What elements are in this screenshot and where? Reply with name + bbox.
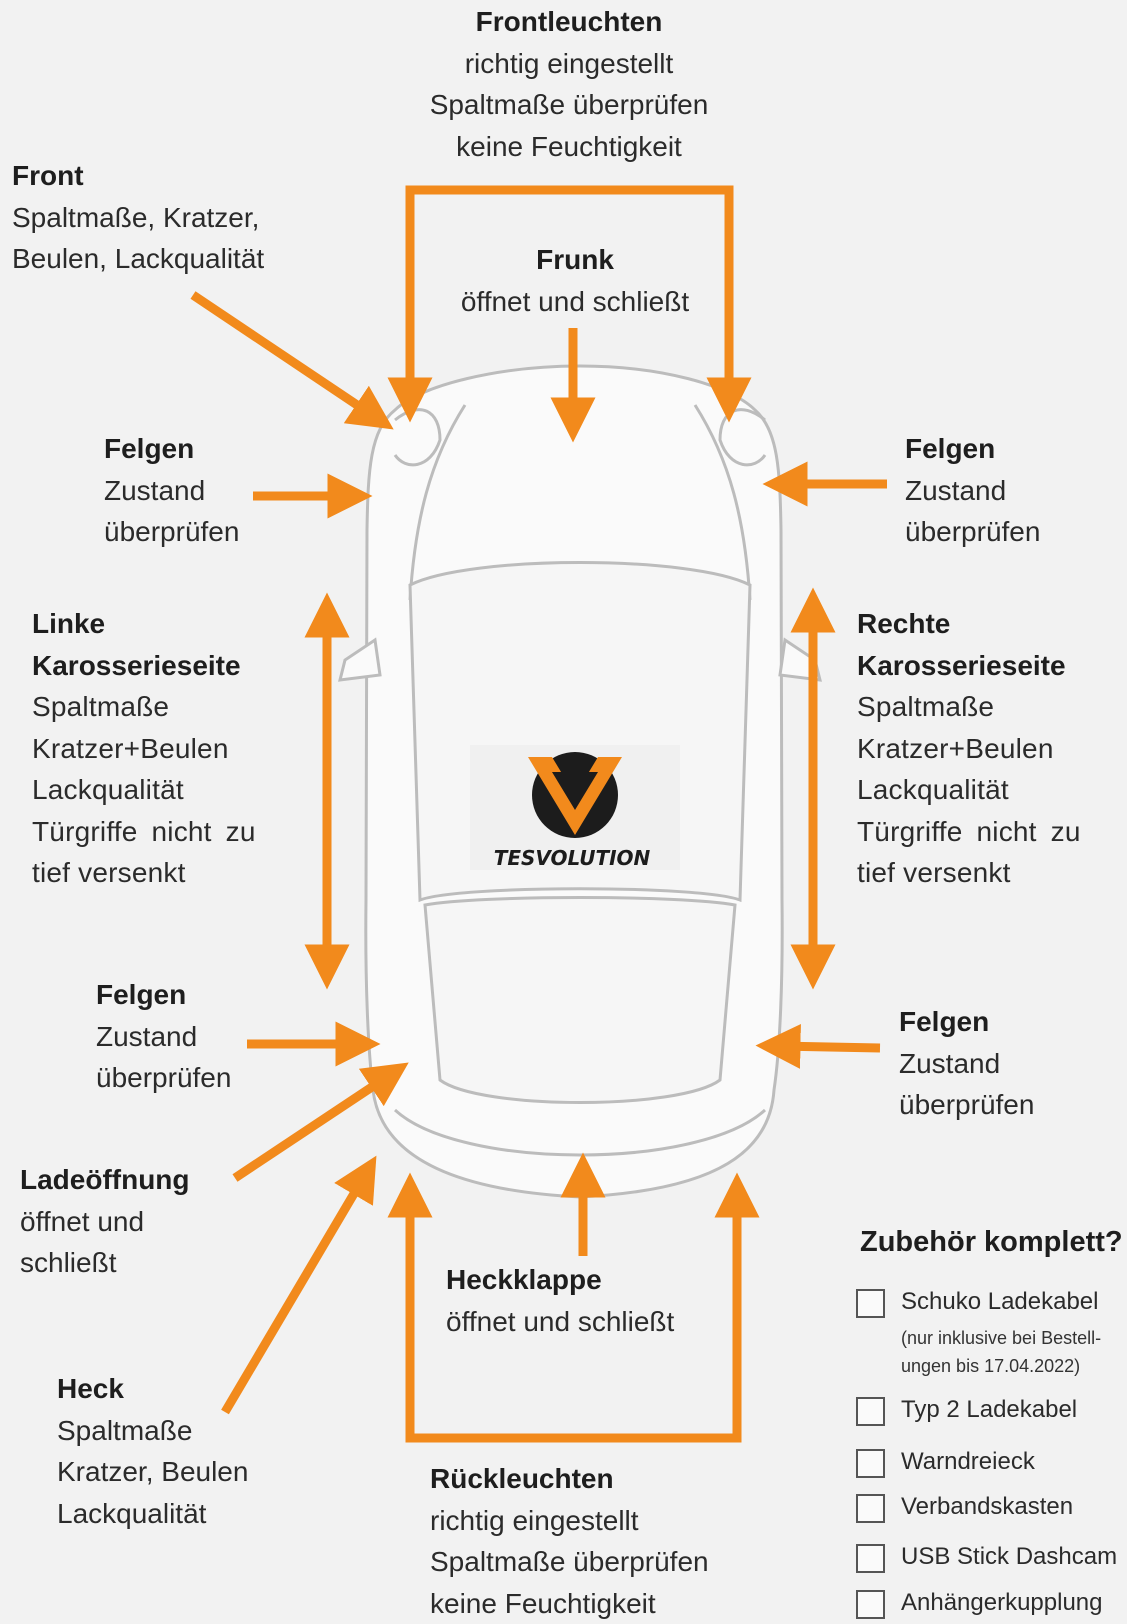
label-title: Rechte — [857, 608, 951, 639]
logo-wordmark: TESVOLUTION — [493, 846, 651, 870]
label-line: richtig eingestellt — [430, 1504, 639, 1536]
checklist-item-label: USB Stick Dashcam — [901, 1543, 1118, 1570]
label-line: Lackqualität — [857, 774, 1009, 805]
label-line: überprüfen — [104, 516, 240, 547]
label-frontleuchten — [386, 1, 752, 167]
checklist-item-label: Typ 2 Ladekabel — [901, 1396, 1078, 1423]
label-line: Spaltmaße überprüfen — [429, 89, 709, 120]
checkbox[interactable] — [856, 1544, 885, 1573]
label-line: richtig eingestellt — [464, 47, 674, 79]
label-line: Spaltmaße — [857, 691, 995, 722]
label-title: Felgen — [96, 979, 187, 1010]
label-line: Zustand — [104, 474, 206, 506]
label-line: schließt — [20, 1247, 117, 1278]
checkbox[interactable] — [856, 1289, 885, 1318]
label-title: Front — [12, 160, 84, 191]
label-front — [12, 155, 264, 280]
label-title: Rückleuchten — [430, 1463, 614, 1494]
ladeoeffnung-arrow — [235, 1075, 390, 1178]
label-line: Türgriffe nicht zu — [857, 815, 1081, 847]
label-heckklappe — [446, 1259, 674, 1342]
label-title: Frunk — [536, 244, 614, 275]
front-arrow — [193, 295, 375, 417]
label-line: Kratzer+Beulen — [857, 732, 1054, 764]
label-linke-karosserieseite — [32, 603, 256, 894]
felgen-rr-arrow — [778, 1046, 880, 1048]
label-title: Felgen — [104, 433, 195, 464]
note-line: ungen bis 17.04.2022) — [901, 1356, 1081, 1376]
label-felgen-front-right — [905, 428, 1040, 553]
label-title: Heck — [57, 1373, 124, 1404]
label-title: Linke — [32, 608, 106, 639]
label-line: öffnet und — [20, 1205, 145, 1237]
label-line: Zustand — [96, 1020, 198, 1052]
label-felgen-rear-right — [899, 1001, 1034, 1126]
checkbox[interactable] — [856, 1494, 885, 1523]
checklist-item-label: Warndreieck — [901, 1448, 1035, 1475]
label-line: überprüfen — [905, 516, 1041, 547]
label-line: Türgriffe nicht zu — [32, 815, 256, 847]
checklist-item-label: Anhängerkupplung — [901, 1589, 1103, 1616]
checkbox[interactable] — [856, 1590, 885, 1619]
label-line: Beulen, Lackqualität — [12, 243, 265, 274]
label-line: Spaltmaße — [32, 691, 170, 722]
label-title: Ladeöffnung — [20, 1164, 190, 1195]
checklist-item-label: Verbandskasten — [901, 1493, 1074, 1520]
label-title: Felgen — [899, 1006, 990, 1037]
accessories-title: Zubehör komplett? — [860, 1226, 1123, 1258]
label-title: Karosserieseite — [857, 649, 1066, 681]
label-line: Kratzer, Beulen — [57, 1456, 249, 1487]
label-rechte-karosserieseite — [857, 603, 1081, 894]
label-line: Zustand — [905, 474, 1007, 506]
label-line: Kratzer+Beulen — [32, 732, 229, 764]
label-line: keine Feuchtigkeit — [430, 1587, 656, 1619]
label-line: keine Feuchtigkeit — [456, 130, 682, 162]
label-felgen-front-left — [104, 428, 239, 553]
label-title: Felgen — [905, 433, 996, 464]
label-heck — [57, 1368, 248, 1534]
note-line: (nur inklusive bei Bestell- — [901, 1328, 1102, 1348]
label-line: Spaltmaße überprüfen — [430, 1546, 709, 1577]
label-line: Lackqualität — [32, 774, 184, 805]
label-felgen-rear-left — [96, 974, 231, 1099]
label-line: überprüfen — [899, 1089, 1035, 1120]
label-line: Spaltmaße — [57, 1414, 193, 1446]
label-title: Karosserieseite — [32, 649, 241, 681]
left-mirror — [340, 640, 380, 680]
checkbox[interactable] — [856, 1449, 885, 1478]
label-ladeoeffnung — [20, 1159, 190, 1284]
label-title: Frontleuchten — [475, 6, 663, 37]
rear-window — [425, 898, 735, 1103]
label-line: Lackqualität — [57, 1497, 207, 1529]
checklist-item-label: Schuko Ladekabel — [901, 1288, 1099, 1315]
label-frunk — [420, 239, 730, 322]
label-line: Zustand — [899, 1047, 1001, 1079]
label-line: tief versenkt — [857, 857, 1011, 888]
label-line: tief versenkt — [32, 857, 186, 888]
label-rueckleuchten — [430, 1458, 709, 1624]
label-title: Heckklappe — [446, 1264, 602, 1295]
checkbox[interactable] — [856, 1397, 885, 1426]
label-line: Spaltmaße, Kratzer, — [12, 201, 260, 233]
label-line: überprüfen — [96, 1062, 232, 1093]
checklist-item-note — [901, 1324, 1101, 1380]
label-line: öffnet und schließt — [460, 285, 690, 317]
label-line: öffnet und schließt — [446, 1305, 675, 1337]
